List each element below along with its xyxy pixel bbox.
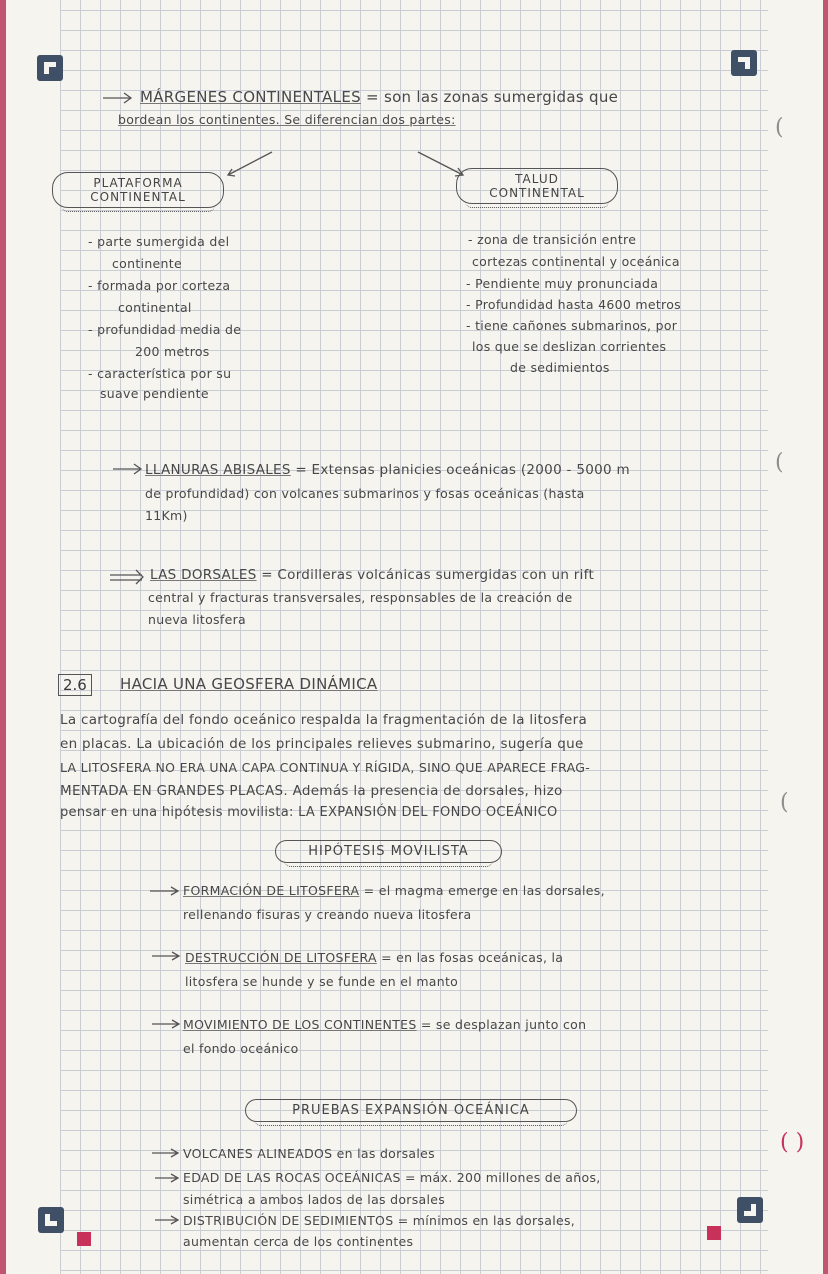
- talud-item: cortezas continental y oceánica: [472, 254, 680, 269]
- paragraph-line: pensar en una hipótesis movilista: LA EXPANSIÓN DEL FONDO OCEÁNICO: [60, 805, 558, 820]
- llanuras-line-3: 11Km): [145, 508, 188, 523]
- plataforma-item: 200 metros: [135, 344, 210, 359]
- paragraph-line: La cartografía del fondo oceánico respalda la fragmentación de la litosfera: [60, 712, 588, 728]
- plataforma-item: - característica por su: [88, 366, 232, 381]
- hipotesis-item-line-2: rellenando fisuras y creando nueva litosfera: [183, 907, 472, 922]
- plataforma-item: - profundidad media de: [88, 322, 242, 337]
- pruebas-item: aumentan cerca de los continentes: [183, 1234, 414, 1249]
- pruebas-item: EDAD DE LAS ROCAS OCEÁNICAS = máx. 200 millones de años,: [183, 1170, 601, 1185]
- plataforma-heading-2: CONTINENTAL: [90, 190, 186, 204]
- plataforma-item: suave pendiente: [100, 386, 209, 401]
- margin-mark: (: [775, 450, 784, 475]
- pruebas-cloud: PRUEBAS EXPANSIÓN OCEÁNICA: [245, 1099, 577, 1122]
- paragraph-line: LA LITOSFERA NO ERA UNA CAPA CONTINUA Y RÍGIDA, SINO QUE APARECE FRAG-: [60, 760, 591, 775]
- talud-item: - Profundidad hasta 4600 metros: [466, 297, 681, 312]
- hipotesis-item-title: MOVIMIENTO DE LOS CONTINENTES: [183, 1017, 417, 1032]
- plataforma-item: continente: [112, 256, 182, 271]
- dorsales-title: LAS DORSALES: [150, 567, 257, 583]
- hipotesis-item-title: FORMACIÓN DE LITOSFERA: [183, 883, 360, 898]
- plataforma-item: - formada por corteza: [88, 278, 231, 293]
- hipotesis-item-line-2: litosfera se hunde y se funde en el manto: [185, 974, 459, 989]
- margenes-def-2: bordean los continentes. Se diferencian dos partes:: [118, 112, 456, 127]
- margin-mark: (: [775, 115, 784, 140]
- hipotesis-item-text: = se desplazan junto con: [420, 1017, 587, 1032]
- hipotesis-item-3-line-1: [183, 1017, 586, 1032]
- paragraph-line: en placas. La ubicación de los principales relieves submarino, sugería que: [60, 736, 584, 752]
- section-title: HACIA UNA GEOSFERA DINÁMICA: [120, 675, 378, 693]
- hipotesis-item-title: DESTRUCCIÓN DE LITOSFERA: [185, 950, 377, 965]
- plataforma-item: continental: [118, 300, 192, 315]
- plataforma-heading-1: PLATAFORMA: [93, 176, 183, 190]
- talud-item: de sedimientos: [510, 360, 610, 375]
- talud-item: - Pendiente muy pronunciada: [466, 276, 659, 291]
- talud-heading-2: CONTINENTAL: [489, 186, 585, 200]
- llanuras-line-2: de profundidad) con volcanes submarinos y fosas oceánicas (hasta: [145, 486, 585, 501]
- dorsales-line-3: nueva litosfera: [148, 612, 246, 627]
- talud-item: - zona de transición entre: [468, 232, 637, 247]
- llanuras-title: LLANURAS ABISALES: [145, 462, 291, 478]
- plataforma-cloud: [52, 172, 224, 208]
- pruebas-item: VOLCANES ALINEADOS en las dorsales: [183, 1146, 435, 1161]
- margenes-title: [140, 88, 618, 106]
- dorsales-line-2: central y fracturas transversales, responsables de la creación de: [148, 590, 573, 605]
- talud-item: los que se deslizan corrientes: [472, 339, 667, 354]
- pruebas-item: DISTRIBUCIÓN DE SEDIMIENTOS = mínimos en las dorsales,: [183, 1213, 576, 1228]
- llanuras-line-1: [145, 462, 630, 478]
- paragraph-line: MENTADA EN GRANDES PLACAS. Además la presencia de dorsales, hizo: [60, 783, 563, 799]
- margin-mark: ( ): [780, 1130, 805, 1155]
- hipotesis-item-2-line-1: [185, 950, 563, 965]
- hipotesis-item-text: = en las fosas oceánicas, la: [381, 950, 564, 965]
- hipotesis-item-line-2: el fondo oceánico: [183, 1041, 299, 1056]
- pruebas-item: simétrica a ambos lados de las dorsales: [183, 1192, 446, 1207]
- hipotesis-item-text: = el magma emerge en las dorsales,: [363, 883, 605, 898]
- llanuras-text-1: = Extensas planicies oceánicas (2000 - 5000 m: [295, 462, 630, 478]
- talud-heading-1: TALUD: [515, 172, 559, 186]
- margin-mark: (: [780, 790, 789, 815]
- hipotesis-cloud: HIPÓTESIS MOVILISTA: [275, 840, 502, 863]
- plataforma-item: - parte sumergida del: [88, 234, 230, 249]
- talud-item: - tiene cañones submarinos, por: [466, 318, 678, 333]
- section-number: 2.6: [58, 674, 92, 696]
- dorsales-line-1: [150, 567, 594, 583]
- margenes-title-text: MÁRGENES CONTINENTALES: [140, 88, 361, 106]
- talud-cloud: [456, 168, 618, 204]
- hipotesis-item-1-line-1: [183, 883, 605, 898]
- margenes-def-1: = son las zonas sumergidas que: [366, 88, 619, 106]
- dorsales-text-1: = Cordilleras volcánicas sumergidas con un rift: [261, 567, 595, 583]
